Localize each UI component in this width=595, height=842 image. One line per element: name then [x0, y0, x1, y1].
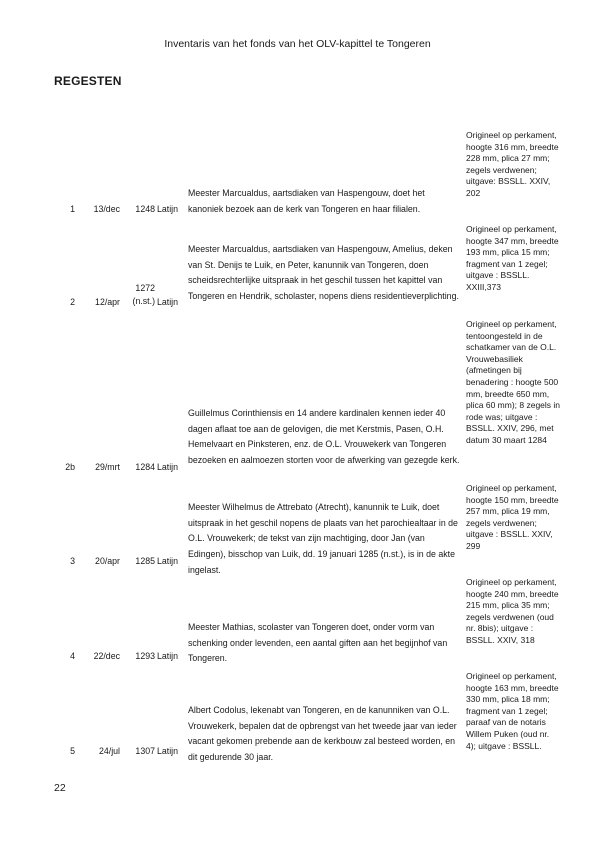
section-title: REGESTEN [54, 74, 122, 88]
row-year: 1248 [135, 204, 155, 214]
page-number: 22 [54, 782, 66, 794]
row-language: Latijn [157, 651, 179, 661]
row-note: Origineel op perkament, hoogte 163 mm, breedte 330 mm, plica 18 mm; fragment van 1 zegel; paraaf van de notaris Willem Puken (oud nr. 4); uitgave : BSSLL. [466, 671, 559, 751]
row-description: Meester Mathias, scolaster van Tongeren doet, onder vorm van schenking onder levenden, een aantal giften aan het begijnhof van Tongeren. [188, 622, 448, 664]
row-date: 20/apr [95, 556, 120, 566]
row-description: Meester Marcualdus, aartsdiaken van Haspengouw, doet het kanoniek bezoek aan de kerk van Tongeren en haar filialen. [188, 188, 425, 214]
row-language: Latijn [157, 746, 179, 756]
row-note: Origineel op perkament, hoogte 316 mm, breedte 228 mm, plica 27 mm; zegels verdwenen; uitgave: BSSLL. XXIV, 202 [466, 130, 559, 198]
row-language: Latijn [157, 556, 179, 566]
row-year: 1293 [135, 651, 155, 661]
row-date: 12/apr [95, 297, 120, 307]
row-note: Origineel op perkament, hoogte 150 mm, breedte 257 mm, plica 19 mm, zegels verdwenen; uitgave : BSSLL. XXIV, 299 [466, 483, 559, 551]
row-number: 4 [70, 651, 75, 661]
row-number: 1 [70, 204, 75, 214]
row-date: 13/dec [93, 204, 120, 214]
row-description: Meester Marcualdus, aartsdiaken van Haspengouw, Amelius, deken van St. Denijs te Luik, en Peter, kanunnik van Tongeren, doen scheidsrechterlijke uitspraak in het geschil tussen het kapittel van Tongeren en Hendrik, scholaster, nopens diens residentieverplichting. [188, 244, 459, 302]
row-language: Latijn [157, 204, 179, 214]
row-note: Origineel op perkament, tentoongesteld in de schatkamer van de O.L. Vrouwebasiliek (afmetingen bij benadering : hoogte 500 mm, breedte 650 mm, plica 60 mm); 8 zegels in rode was; uitgave : BSSLL. XXIV, 296, met datum 30 maart 1284 [466, 319, 561, 445]
row-number: 5 [70, 746, 75, 756]
row-year: 1285 [135, 556, 155, 566]
row-description: Albert Codolus, lekenabt van Tongeren, en de kanunniken van O.L. Vrouwekerk, bepalen dat de opbrengst van het tweede jaar van ieder vacant gekomen prebende aan de kerkbouw zal besteed worden, en dit gedurende 30 jaar. [188, 705, 457, 763]
row-number: 2b [65, 462, 75, 472]
row-number: 2 [70, 297, 75, 307]
row-note: Origineel op perkament, hoogte 347 mm, breedte 193 mm, plica 15 mm; fragment van 1 zegel; uitgave : BSSLL. XXIII,373 [466, 224, 559, 292]
row-date: 29/mrt [95, 462, 120, 472]
row-description: Guillelmus Corinthiensis en 14 andere kardinalen kennen ieder 40 dagen aflaat toe aan de gelovigen, die met Kerstmis, Pasen, O.H. Hemelvaart en Pinksteren, enz. de O.L. Vrouwekerk van Tongeren bezoeken en aalmoezen storten voor de afwerking van gezegde kerk. [188, 408, 460, 466]
row-date: 24/jul [98, 746, 120, 756]
row-year: 1272 (n.st.) [132, 283, 155, 306]
row-number: 3 [70, 556, 75, 566]
row-language: Latijn [157, 462, 179, 472]
row-year: 1307 [135, 746, 155, 756]
row-date: 22/dec [93, 651, 120, 661]
running-header: Inventaris van het fonds van het OLV-kapittel te Tongeren [164, 38, 431, 50]
row-language: Latijn [157, 297, 179, 307]
row-note: Origineel op perkament, hoogte 240 mm, breedte 215 mm, plica 35 mm; zegels verdwenen (oud nr. 8bis); uitgave : BSSLL. XXIV, 318 [466, 577, 559, 645]
row-description: Meester Wilhelmus de Attrebato (Atrecht), kanunnik te Luik, doet uitspraak in het geschil nopens de plaats van het parochiealtaar in de O.L. Vrouwekerk; de tekst van zijn machtiging, door Jan (van Edingen), bisschop van Luik, dd. 19 januari 1285 (n.st.), is in de akte ingelast. [188, 502, 458, 575]
row-year: 1284 [135, 462, 155, 472]
